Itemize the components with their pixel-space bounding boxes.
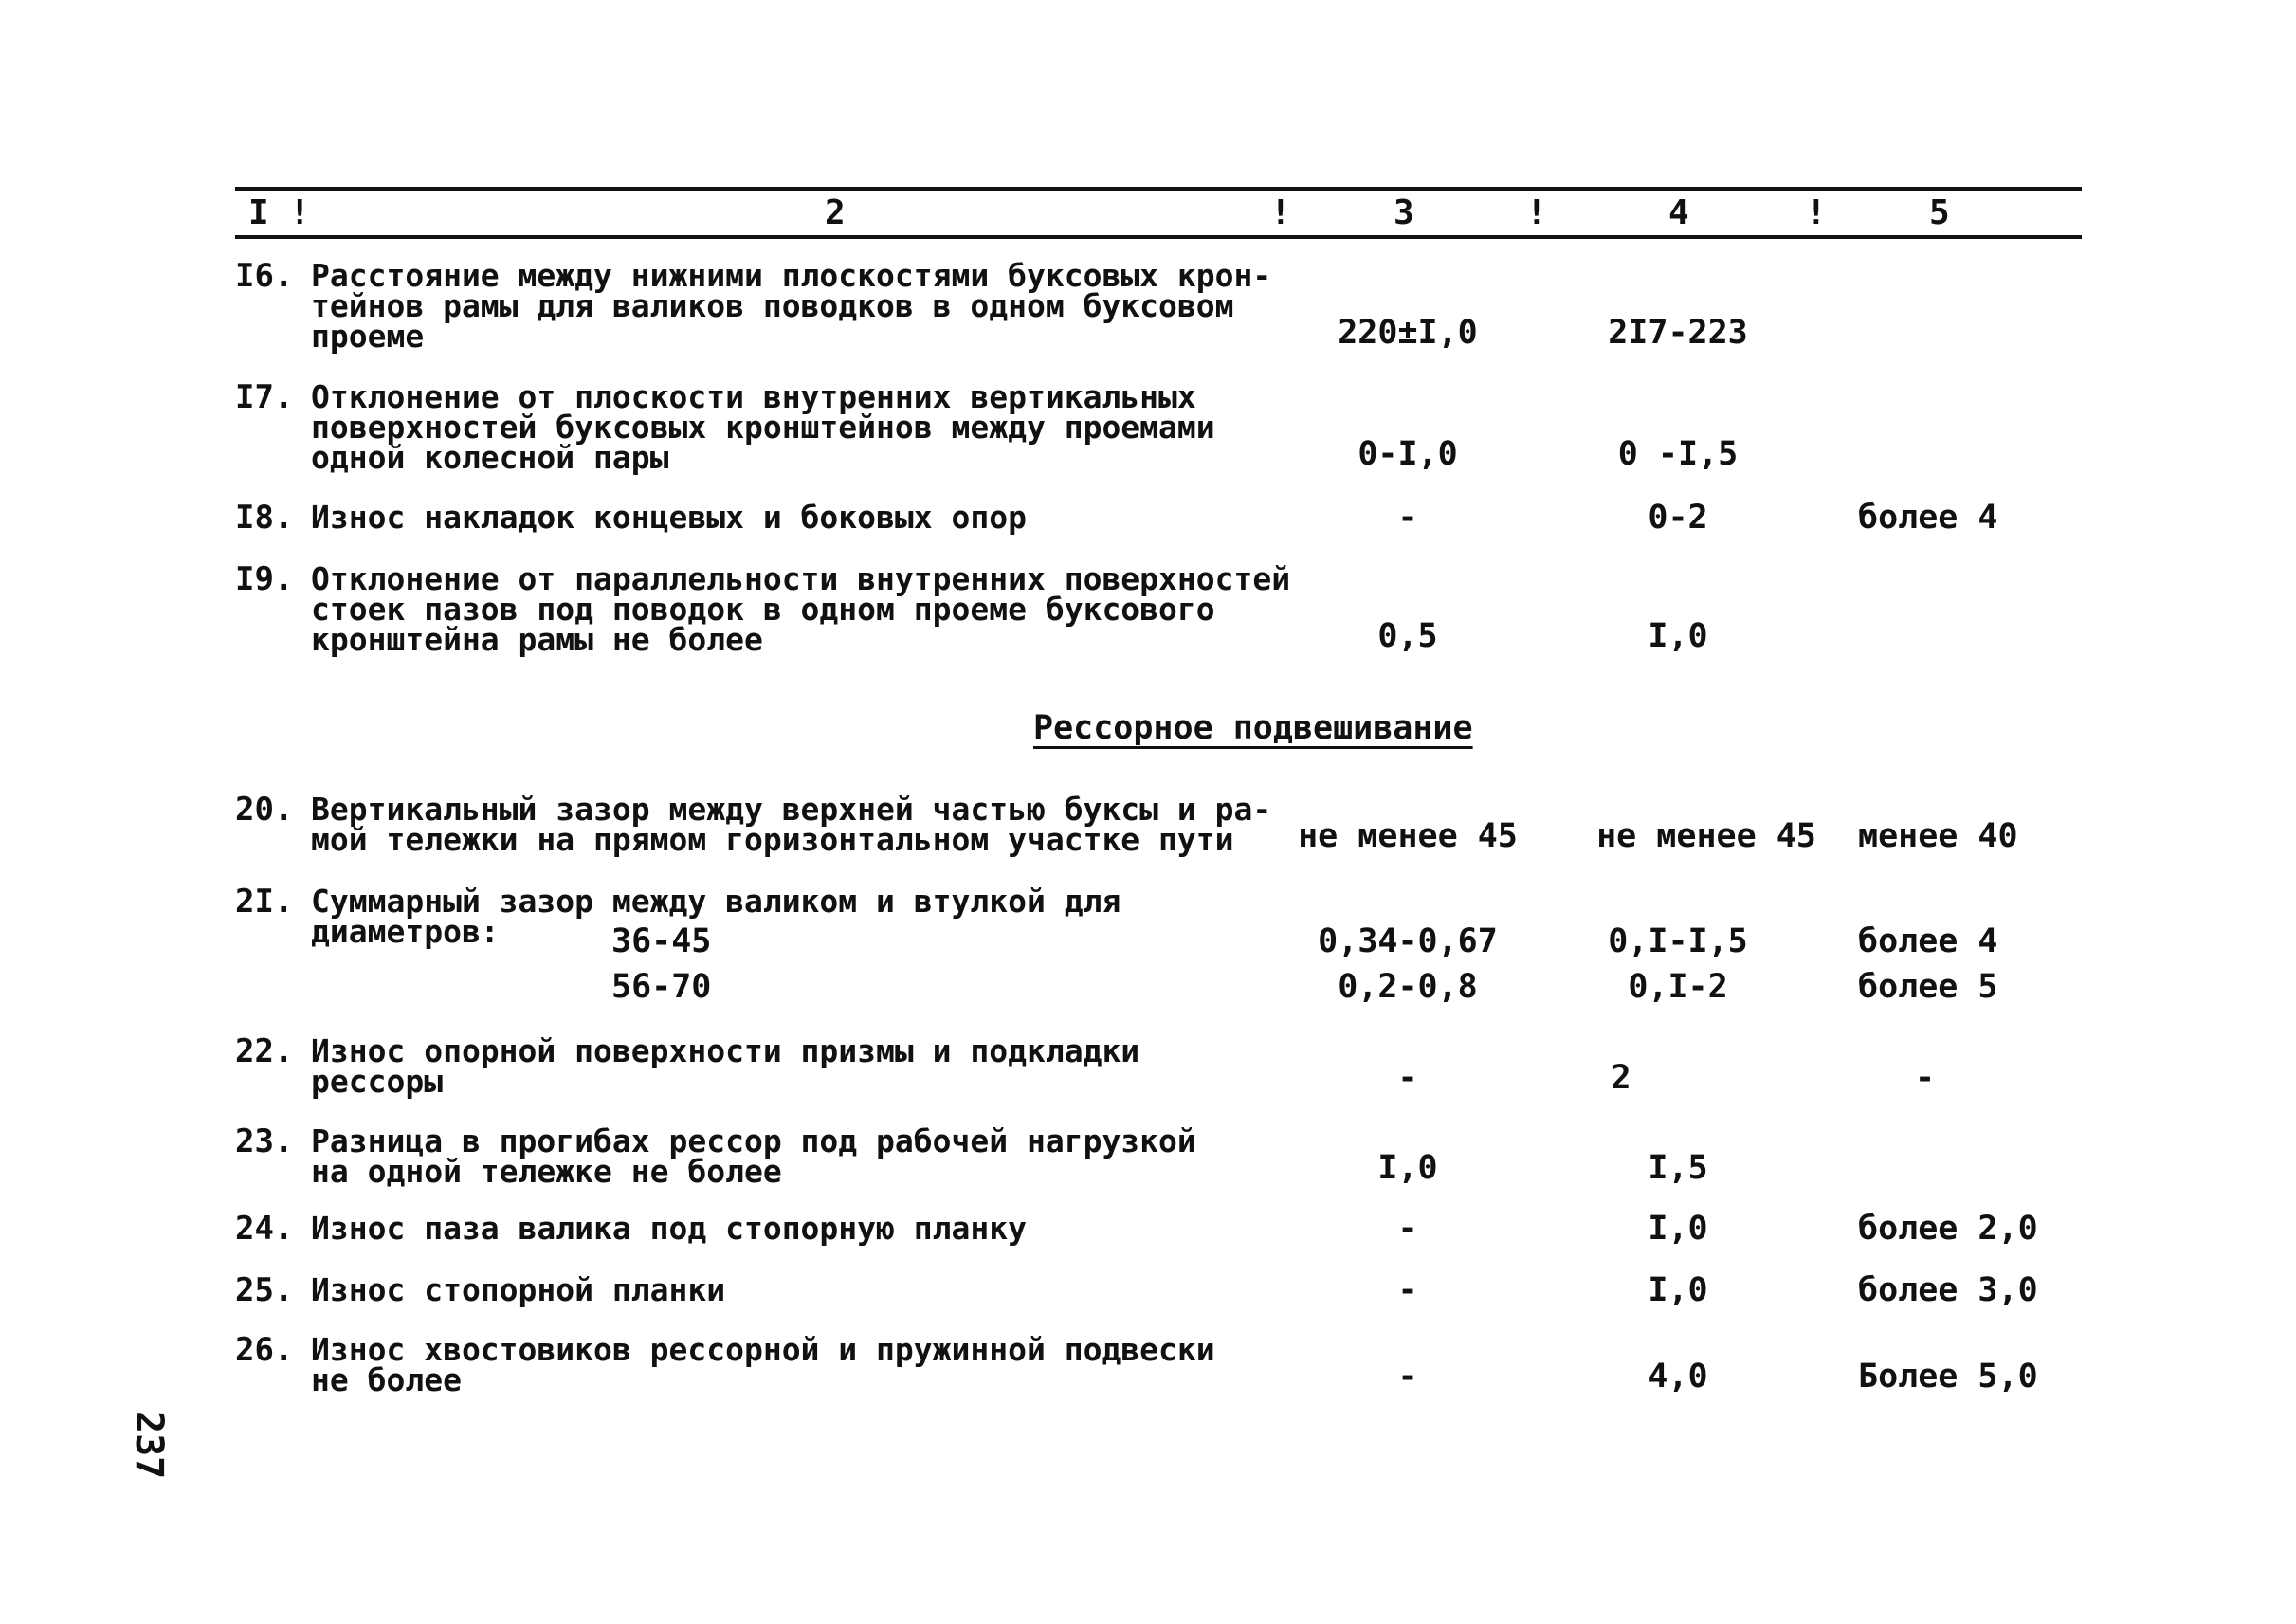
- header-col-2: 2: [825, 193, 846, 232]
- row-description: Расстояние между нижними плоскостями буксовых крон- тейнов рамы для валиков поводков в одном буксовом проеме: [311, 257, 1272, 355]
- value-col-3: -: [1397, 1210, 1418, 1248]
- value-col-4: 0 -I,5: [1617, 435, 1739, 473]
- header-col-5: 5: [1929, 193, 1950, 232]
- value-col-5: более 5: [1858, 968, 1998, 1006]
- value-col-3: -: [1397, 1271, 1418, 1309]
- value-col-3: не менее 45: [1298, 817, 1518, 855]
- row-number: 22.: [235, 1032, 294, 1070]
- value-col-3: I,0: [1377, 1149, 1438, 1187]
- row-description: Вертикальный зазор между верхней частью буксы и ра- мой тележки на прямом горизонтальном участке пути: [311, 791, 1272, 858]
- row-number: 23.: [235, 1122, 294, 1160]
- value-col-5: Более 5,0: [1858, 1358, 2038, 1396]
- header-col-3: 3: [1394, 193, 1414, 232]
- row-description: Износ опорной поверхности призмы и подкладки рессоры: [311, 1032, 1140, 1100]
- diameter-range-2: 56-70: [611, 968, 712, 1006]
- value-col-4: I,0: [1648, 1210, 1708, 1248]
- row-number: I7.: [235, 378, 294, 416]
- row-number: 26.: [235, 1331, 294, 1369]
- header-sep-1: !: [1270, 193, 1291, 232]
- value-col-4: 0-2: [1648, 499, 1708, 537]
- row-number: 2I.: [235, 883, 294, 921]
- value-col-5: более 3,0: [1858, 1271, 2038, 1309]
- row-number: 25.: [235, 1271, 294, 1309]
- value-col-3: 0,34-0,67: [1318, 922, 1498, 960]
- value-col-5: более 2,0: [1858, 1210, 2038, 1248]
- value-col-3: 0,5: [1377, 617, 1438, 655]
- header-sep-2: !: [1526, 193, 1547, 232]
- row-number: I9.: [235, 560, 294, 598]
- row-description: Отклонение от параллельности внутренних поверхностей стоек пазов под поводок в одном проеме буксового кронштейна рамы не более: [311, 560, 1291, 658]
- row-number: 24.: [235, 1210, 294, 1248]
- value-col-3: 0,2-0,8: [1338, 968, 1478, 1006]
- value-col-5: более 4: [1858, 499, 1998, 537]
- row-description: Износ стопорной планки: [311, 1271, 726, 1308]
- value-col-3: -: [1397, 1059, 1418, 1097]
- diameter-range-1: 36-45: [611, 922, 712, 960]
- row-description: Отклонение от плоскости внутренних вертикальных поверхностей буксовых кронштейнов между проемами одной колесной пары: [311, 378, 1215, 476]
- table-top-rule: [235, 187, 2082, 191]
- value-col-3: 0-I,0: [1358, 435, 1458, 473]
- value-col-3: 220±I,0: [1338, 314, 1478, 352]
- value-col-5: более 4: [1858, 922, 1998, 960]
- value-col-4: 2I7-223: [1608, 314, 1748, 352]
- value-col-4: 4,0: [1648, 1358, 1708, 1396]
- value-col-5: -: [1915, 1059, 1936, 1097]
- value-col-4: не менее 45: [1596, 817, 1816, 855]
- table-header-rule: [235, 235, 2082, 239]
- page-number: 237: [127, 1411, 171, 1480]
- section-title: Рессорное подвешивание: [1033, 709, 1473, 747]
- value-col-4: 2: [1611, 1059, 1631, 1097]
- row-description: Разница в прогибах рессор под рабочей нагрузкой на одной тележке не более: [311, 1122, 1196, 1190]
- row-number: I6.: [235, 257, 294, 295]
- row-number: 20.: [235, 791, 294, 829]
- header-sep-3: !: [1806, 193, 1827, 232]
- value-col-5: менее 40: [1858, 817, 2018, 855]
- value-col-4: 0,I-2: [1628, 968, 1728, 1006]
- row-number: I8.: [235, 499, 294, 537]
- header-col-1: I !: [248, 193, 311, 232]
- row-description: Износ паза валика под стопорную планку: [311, 1210, 1027, 1247]
- value-col-4: I,0: [1648, 1271, 1708, 1309]
- value-col-4: I,0: [1648, 617, 1708, 655]
- row-description: Износ хвостовиков рессорной и пружинной подвески не более: [311, 1331, 1215, 1398]
- value-col-3: -: [1397, 499, 1418, 537]
- value-col-3: -: [1397, 1358, 1418, 1396]
- header-col-4: 4: [1668, 193, 1689, 232]
- row-description: Суммарный зазор между валиком и втулкой для диаметров:: [311, 883, 1121, 950]
- row-description: Износ накладок концевых и боковых опор: [311, 499, 1027, 536]
- value-col-4: I,5: [1648, 1149, 1708, 1187]
- value-col-4: 0,I-I,5: [1608, 922, 1748, 960]
